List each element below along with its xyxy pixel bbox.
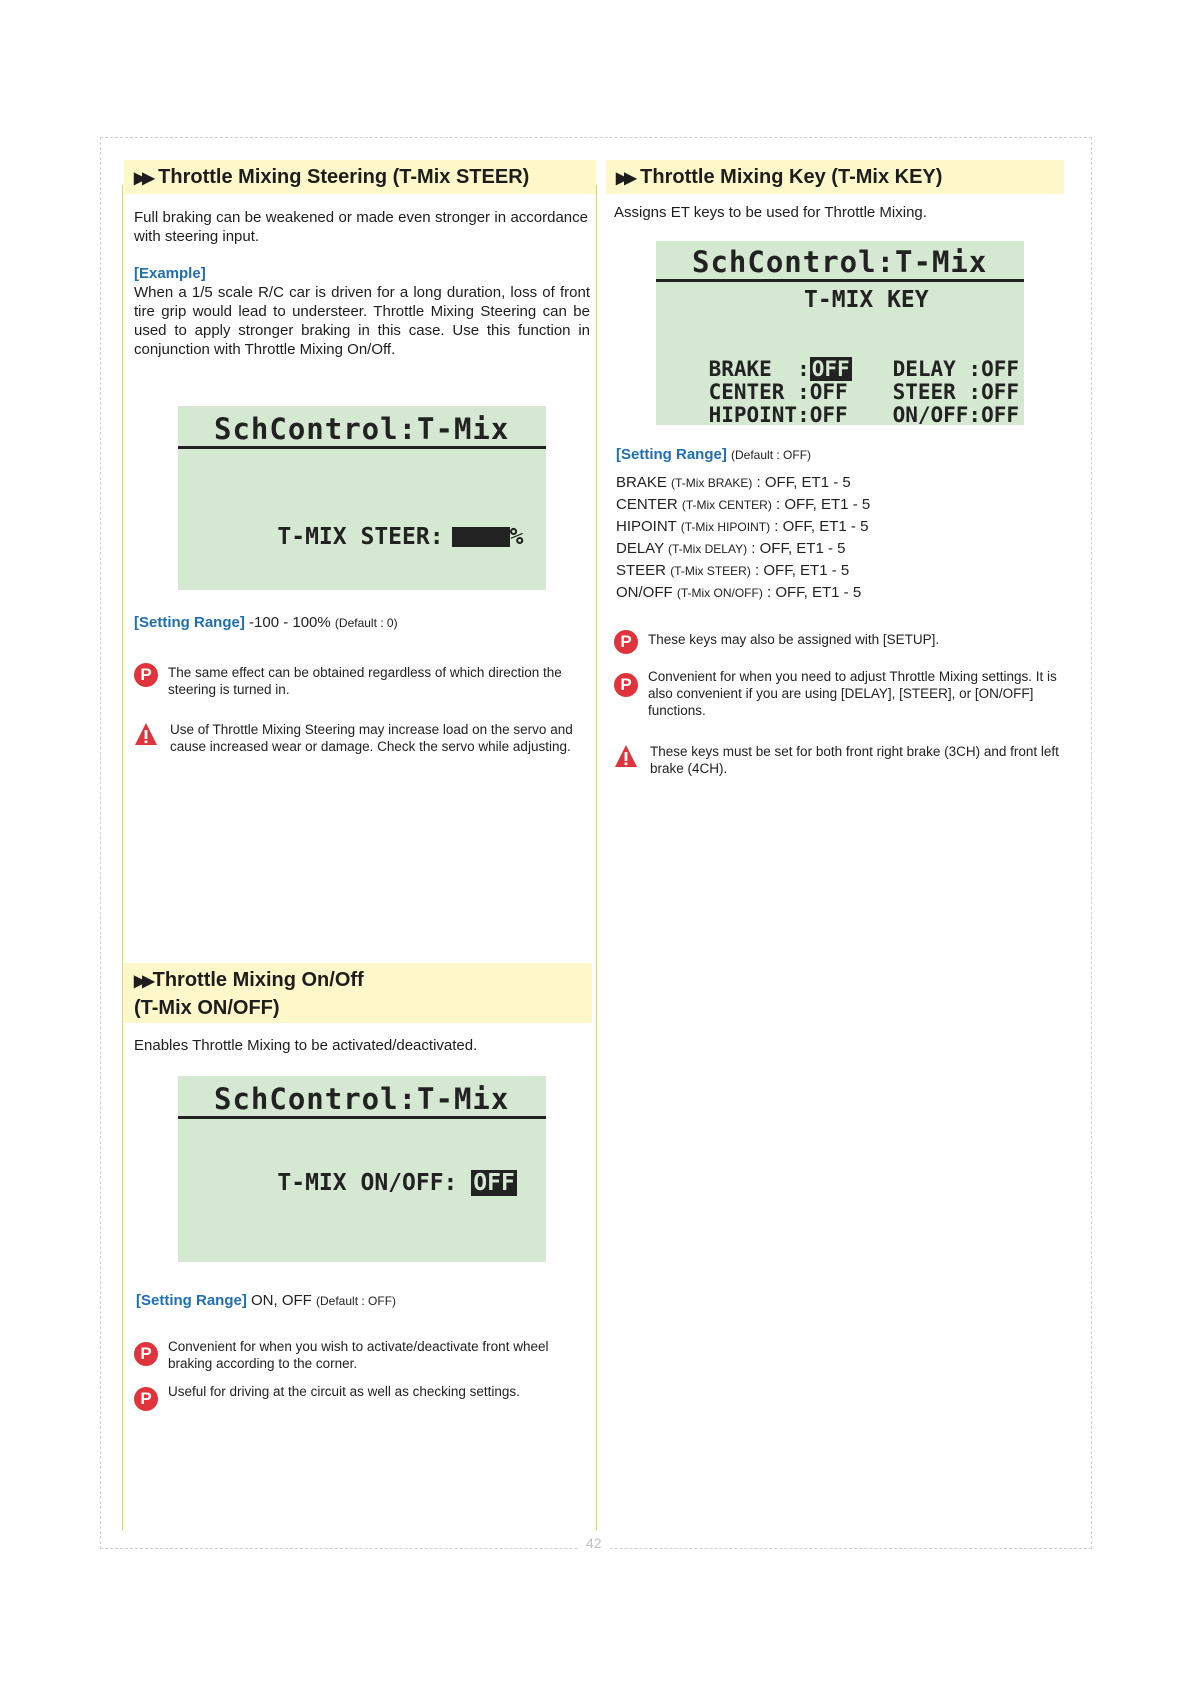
key-note-point-2: Convenient for when you need to adjust Throttle Mixing settings. It is also convenient if you are using [DELAY], [STEER], or [ON/OFF] functions. xyxy=(648,669,1057,718)
steer-lcd-screen xyxy=(178,406,546,590)
key-setting-range: [Setting Range] (Default : OFF) xyxy=(616,446,812,463)
left-column-rule xyxy=(122,185,123,1530)
warning-icon xyxy=(134,722,158,746)
lcd-delay-row: DELAY :OFF xyxy=(892,357,1020,381)
steer-intro: Full braking can be weakened or made even stronger in accordance with steering input. xyxy=(134,209,588,245)
onoff-setting-range: [Setting Range] ON, OFF (Default : OFF) xyxy=(136,1292,397,1309)
steer-setting-range: [Setting Range] -100 - 100% (Default : 0) xyxy=(134,614,398,631)
steer-note-point: The same effect can be obtained regardless of which direction the steering is turned in. xyxy=(168,665,562,697)
key-heading: ▶▶ Throttle Mixing Key (T-Mix KEY) xyxy=(606,160,1064,194)
lcd-hipoint-row: HIPOINT:OFF xyxy=(708,403,848,427)
lcd-rule xyxy=(178,446,546,449)
lcd-steer-row: STEER :OFF xyxy=(892,380,1020,404)
steer-heading: ▶▶ Throttle Mixing Steering (T-Mix STEER) xyxy=(124,160,596,194)
example-text: When a 1/5 scale R/C car is driven for a long duration, loss of front tire grip would lead to understeer. Throttle Mixing Steering can be used to apply stronger braking in this case. Use this function in conjunction with Throttle Mixing On/Off. xyxy=(134,284,590,358)
onoff-intro: Enables Throttle Mixing to be activated/deactivated. xyxy=(134,1037,478,1054)
onoff-heading: ▶▶ Throttle Mixing On/Off (T-Mix ON/OFF) xyxy=(124,963,592,1023)
key-note-warning: These keys must be set for both front right brake (3CH) and front left brake (4CH). xyxy=(650,744,1059,776)
lcd-brake-row: BRAKE :OFF xyxy=(708,357,850,381)
double-arrow-icon: ▶▶ xyxy=(134,973,151,990)
onoff-lcd-screen xyxy=(178,1076,546,1262)
lcd-onoff-row: ON/OFF:OFF xyxy=(892,403,1020,427)
point-icon: P xyxy=(134,1387,158,1411)
page-number: 42 xyxy=(578,1535,610,1551)
double-arrow-icon: ▶▶ xyxy=(134,170,151,187)
key-range-center: CENTER (T-Mix CENTER) : OFF, ET1 - 5 xyxy=(616,496,871,513)
key-range-onoff: ON/OFF (T-Mix ON/OFF) : OFF, ET1 - 5 xyxy=(616,584,862,601)
lcd-onoff-row: T-MIX ON/OFF: OFF xyxy=(277,1170,515,1196)
warning-icon xyxy=(614,744,638,768)
key-intro: Assigns ET keys to be used for Throttle Mixing. xyxy=(614,204,927,221)
lcd-steer-row: T-MIX STEER: % xyxy=(277,524,524,550)
point-icon: P xyxy=(614,630,638,654)
lcd-rule xyxy=(656,279,1024,282)
point-icon: P xyxy=(134,1342,158,1366)
steer-note-warning: Use of Throttle Mixing Steering may increase load on the servo and cause increased wear or damage. Check the servo while adjusting. xyxy=(170,722,573,754)
lcd-center-row: CENTER :OFF xyxy=(708,380,848,404)
double-arrow-icon: ▶▶ xyxy=(616,170,633,187)
key-range-delay: DELAY (T-Mix DELAY) : OFF, ET1 - 5 xyxy=(616,540,846,557)
key-lcd-screen xyxy=(656,241,1024,425)
key-range-steer: STEER (T-Mix STEER) : OFF, ET1 - 5 xyxy=(616,562,850,579)
lcd-title: SchControl:T-Mix xyxy=(692,245,988,279)
onoff-note-point-2: Useful for driving at the circuit as well as checking settings. xyxy=(168,1384,520,1399)
onoff-note-point-1: Convenient for when you wish to activate/deactivate front wheel braking according to the corner. xyxy=(168,1339,549,1371)
center-column-rule xyxy=(596,185,597,1530)
lcd-title: SchControl:T-Mix xyxy=(214,412,510,446)
point-icon: P xyxy=(134,663,158,687)
steer-example xyxy=(134,264,590,359)
lcd-subtitle: T-MIX KEY xyxy=(804,287,929,313)
point-icon: P xyxy=(614,673,638,697)
key-range-brake: BRAKE (T-Mix BRAKE) : OFF, ET1 - 5 xyxy=(616,474,851,491)
key-note-point-1: These keys may also be assigned with [SETUP]. xyxy=(648,632,940,647)
lcd-rule xyxy=(178,1116,546,1119)
key-range-hipoint: HIPOINT (T-Mix HIPOINT) : OFF, ET1 - 5 xyxy=(616,518,869,535)
lcd-title: SchControl:T-Mix xyxy=(214,1082,510,1116)
example-label: [Example] xyxy=(134,265,206,282)
steer-value-bar xyxy=(452,527,510,547)
